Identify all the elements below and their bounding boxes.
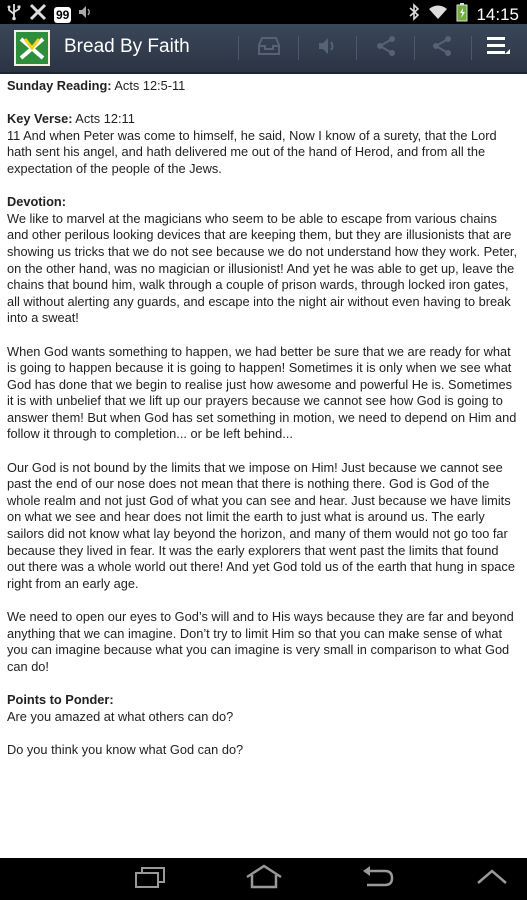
devotion-paragraph: Our God is not bound by the limits that we impose on Him! Just because we cannot see past the end of our nose does not mean that there is nothing there. God is God of the whole realm and not just God of what you can see and hear. Just because we have limits on what we see and hear does not limit the earth to just what is around us. The early sailors did not know what lay beyond the horizon, and many of them would not go too far because they lived in fear. It was the early explorers that went past the limits that found out there was a whole world out there! And yet God told us of the earth that hung in space right from an early age. xyxy=(7,459,515,591)
back-icon xyxy=(361,865,395,894)
status-bar xyxy=(0,0,527,24)
recent-apps-button[interactable] xyxy=(110,858,190,900)
bluetooth-icon xyxy=(408,3,420,26)
speaker-button[interactable] xyxy=(299,24,357,72)
collapse-icon xyxy=(475,867,509,892)
devotion-paragraph: We like to marvel at the magicians who seem to be able to escape from various chains and other perilous looking devices that are keeping them, but they are illusionists that are showing us tricks that we do not see because we do not understand how they work. Peter, on the other hand, was no magician or illusionist! And yet he was able to get up, leave the chains that bound him, walk through a couple of prison wards, through locked iron gates, all without alerting any guards, and escape into the night air without even having to break into a sweat! xyxy=(7,210,518,326)
home-button[interactable] xyxy=(224,858,304,900)
devotion-paragraph: We need to open our eyes to God’s will and to His ways because they are far and beyond anything that we can imagine. Don’t try to limit Him so that you can make sense of what you can imagine because what you can imagine is very small in comparison to what God can do! xyxy=(7,609,514,674)
share-icon xyxy=(431,35,453,62)
home-icon xyxy=(244,864,284,895)
key-verse xyxy=(7,111,519,177)
ponder-question: Are you amazed at what others can do? xyxy=(7,708,234,724)
ponder-question: Do you think you know what God can do? xyxy=(7,741,244,757)
points-to-ponder xyxy=(7,692,519,725)
app-title: Bread By Faith xyxy=(64,36,190,57)
volume-icon xyxy=(77,4,93,25)
app-logo-icon[interactable] xyxy=(14,30,50,66)
share-alt-button[interactable] xyxy=(413,24,471,72)
key-verse-value: Acts 12:11 xyxy=(72,111,135,127)
usb-icon xyxy=(6,3,22,26)
ponder-label: Points to Ponder: xyxy=(7,691,114,707)
key-verse-label: Key Verse: xyxy=(7,111,73,127)
count-badge: 99 xyxy=(56,7,70,22)
devotion-section xyxy=(7,194,519,327)
devotion-content[interactable] xyxy=(7,72,519,858)
inbox-icon xyxy=(257,36,281,61)
clock: 14:15 xyxy=(476,4,519,24)
collapse-button[interactable] xyxy=(452,858,527,900)
devotion-label: Devotion: xyxy=(7,194,67,210)
divider xyxy=(238,36,239,60)
sunday-reading-value: Acts 12:5-11 xyxy=(111,78,186,93)
sunday-reading-label: Sunday Reading: xyxy=(7,78,112,93)
inbox-button[interactable] xyxy=(240,24,298,72)
speaker-icon xyxy=(317,36,339,61)
wifi-icon xyxy=(428,4,448,25)
overflow-menu-button[interactable] xyxy=(469,24,527,72)
navigation-bar xyxy=(0,858,527,900)
recent-apps-icon xyxy=(133,865,167,894)
action-bar xyxy=(0,24,527,74)
share-icon xyxy=(375,35,397,62)
menu-icon xyxy=(485,34,511,63)
key-verse-text: 11 And when Peter was come to himself, he said, Now I know of a surety, that the Lord hath sent his angel, and hath delivered me out of the hand of Herod, and from all the expectation of the people of the Jews. xyxy=(7,127,497,176)
app-notification-icon xyxy=(28,3,48,26)
share-button[interactable] xyxy=(357,24,415,72)
back-button[interactable] xyxy=(338,858,418,900)
devotion-paragraph: When God wants something to happen, we had better be sure that we are ready for what is going to happen because it is going to happen! Sometimes it is only when we see what God has done that we begin to realise just how awesome and powerful He is. Sometimes it is with unbelief that we lift up our prayers because we cannot see how God is going to answer them! But when God has set something in motion, we need to depend on Him and follow it through to completion... or be left behind... xyxy=(7,343,517,442)
status-left xyxy=(6,3,93,26)
sunday-reading xyxy=(7,78,519,95)
